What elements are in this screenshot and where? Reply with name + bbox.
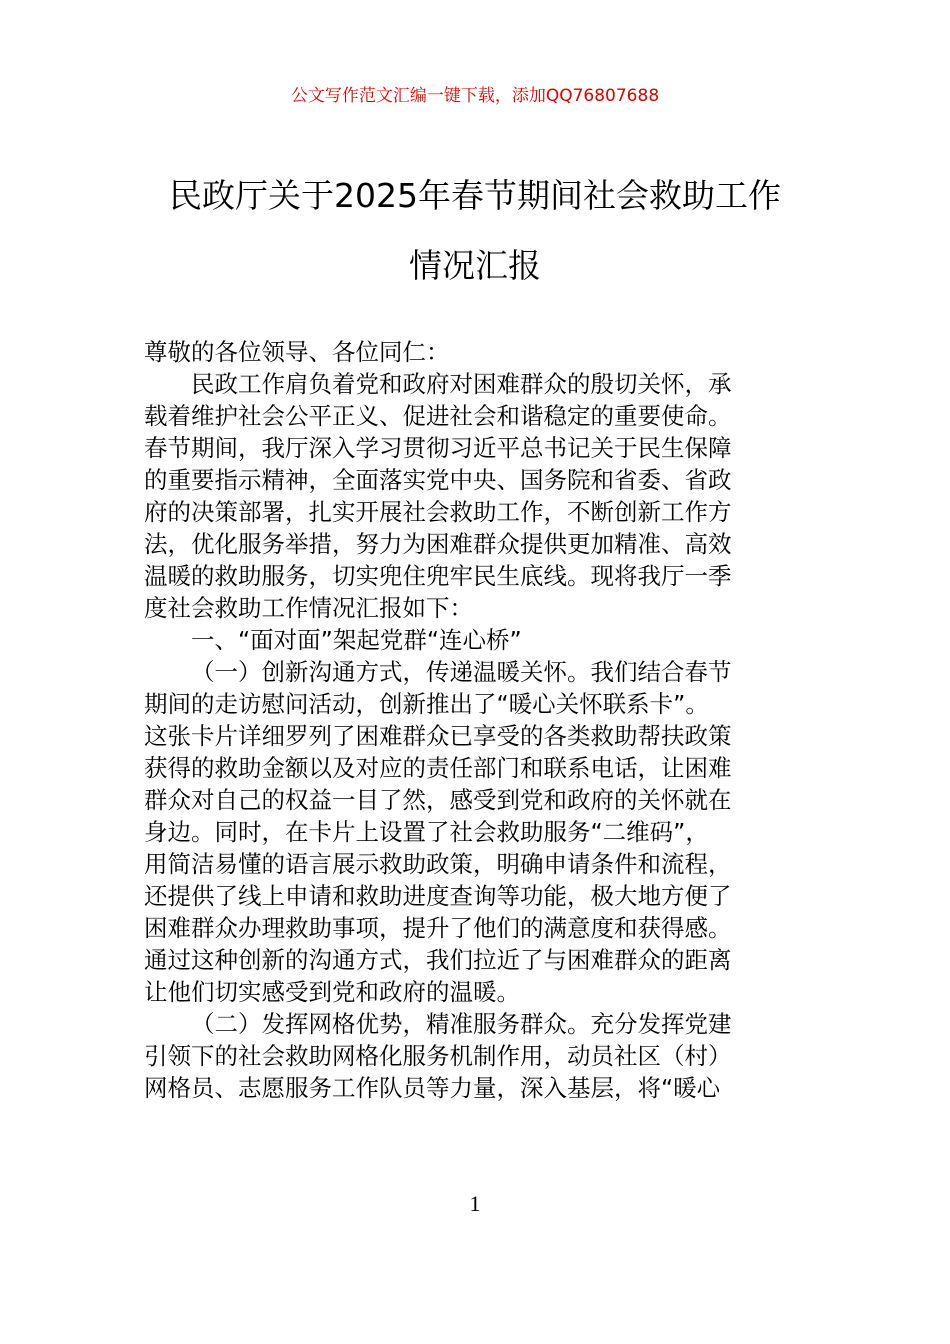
paragraph-line: 度社会救助工作情况汇报如下： [144, 594, 473, 622]
paragraph-line: （二）发挥网格优势，精准服务群众。充分发挥党建 [191, 1010, 732, 1038]
paragraph-line: 让他们切实感受到党和政府的温暖。 [144, 978, 520, 1006]
salutation: 尊敬的各位领导、各位同仁： [144, 338, 450, 366]
paragraph-line: 引领下的社会救助网格化服务机制作用，动员社区（村） [144, 1042, 732, 1070]
paragraph-line: 法，优化服务举措，努力为困难群众提供更加精准、高效 [144, 530, 732, 558]
paragraph-line: 群众对自己的权益一目了然，感受到党和政府的关怀就在 [144, 786, 732, 814]
paragraph-line: 期间的走访慰问活动，创新推出了“暖心关怀联系卡”。 [144, 690, 709, 718]
document-title-line-2: 情况汇报 [409, 246, 541, 285]
paragraph-line: 温暖的救助服务，切实兜住兜牢民生底线。现将我厅一季 [144, 562, 732, 590]
paragraph-line: 府的决策部署，扎实开展社会救助工作，不断创新工作方 [144, 498, 732, 526]
paragraph-line: 还提供了线上申请和救助进度查询等功能，极大地方便了 [144, 882, 732, 910]
header-promo-note: 公文写作范文汇编一键下载，添加QQ76807688 [290, 86, 660, 106]
paragraph-line: 民政工作肩负着党和政府对困难群众的殷切关怀，承 [191, 370, 732, 398]
section-heading: 一、“面对面”架起党群“连心桥” [191, 626, 522, 654]
paragraph-line: 载着维护社会公平正义、促进社会和谐稳定的重要使命。 [144, 402, 732, 430]
paragraph-line: 困难群众办理救助事项，提升了他们的满意度和获得感。 [144, 914, 732, 942]
page-number: 1 [469, 1191, 481, 1216]
paragraph-line: 通过这种创新的沟通方式，我们拉近了与困难群众的距离 [144, 946, 732, 974]
paragraph-line: 身边。同时，在卡片上设置了社会救助服务“二维码”， [144, 818, 709, 846]
document-title-line-1: 民政厅关于2025年春节期间社会救助工作 [169, 176, 781, 215]
paragraph-line: 获得的救助金额以及对应的责任部门和联系电话，让困难 [144, 754, 732, 782]
paragraph-line: 的重要指示精神，全面落实党中央、国务院和省委、省政 [144, 466, 732, 494]
paragraph-line: 用简洁易懂的语言展示救助政策，明确申请条件和流程， [144, 850, 732, 878]
paragraph-line: 网格员、志愿服务工作队员等力量，深入基层，将“暖心 [144, 1074, 721, 1102]
document-body [144, 336, 810, 1104]
paragraph-line: 春节期间，我厅深入学习贯彻习近平总书记关于民生保障 [144, 434, 732, 462]
paragraph-line: 这张卡片详细罗列了困难群众已享受的各类救助帮扶政策 [144, 722, 732, 750]
paragraph-line: （一）创新沟通方式，传递温暖关怀。我们结合春节 [191, 658, 732, 686]
